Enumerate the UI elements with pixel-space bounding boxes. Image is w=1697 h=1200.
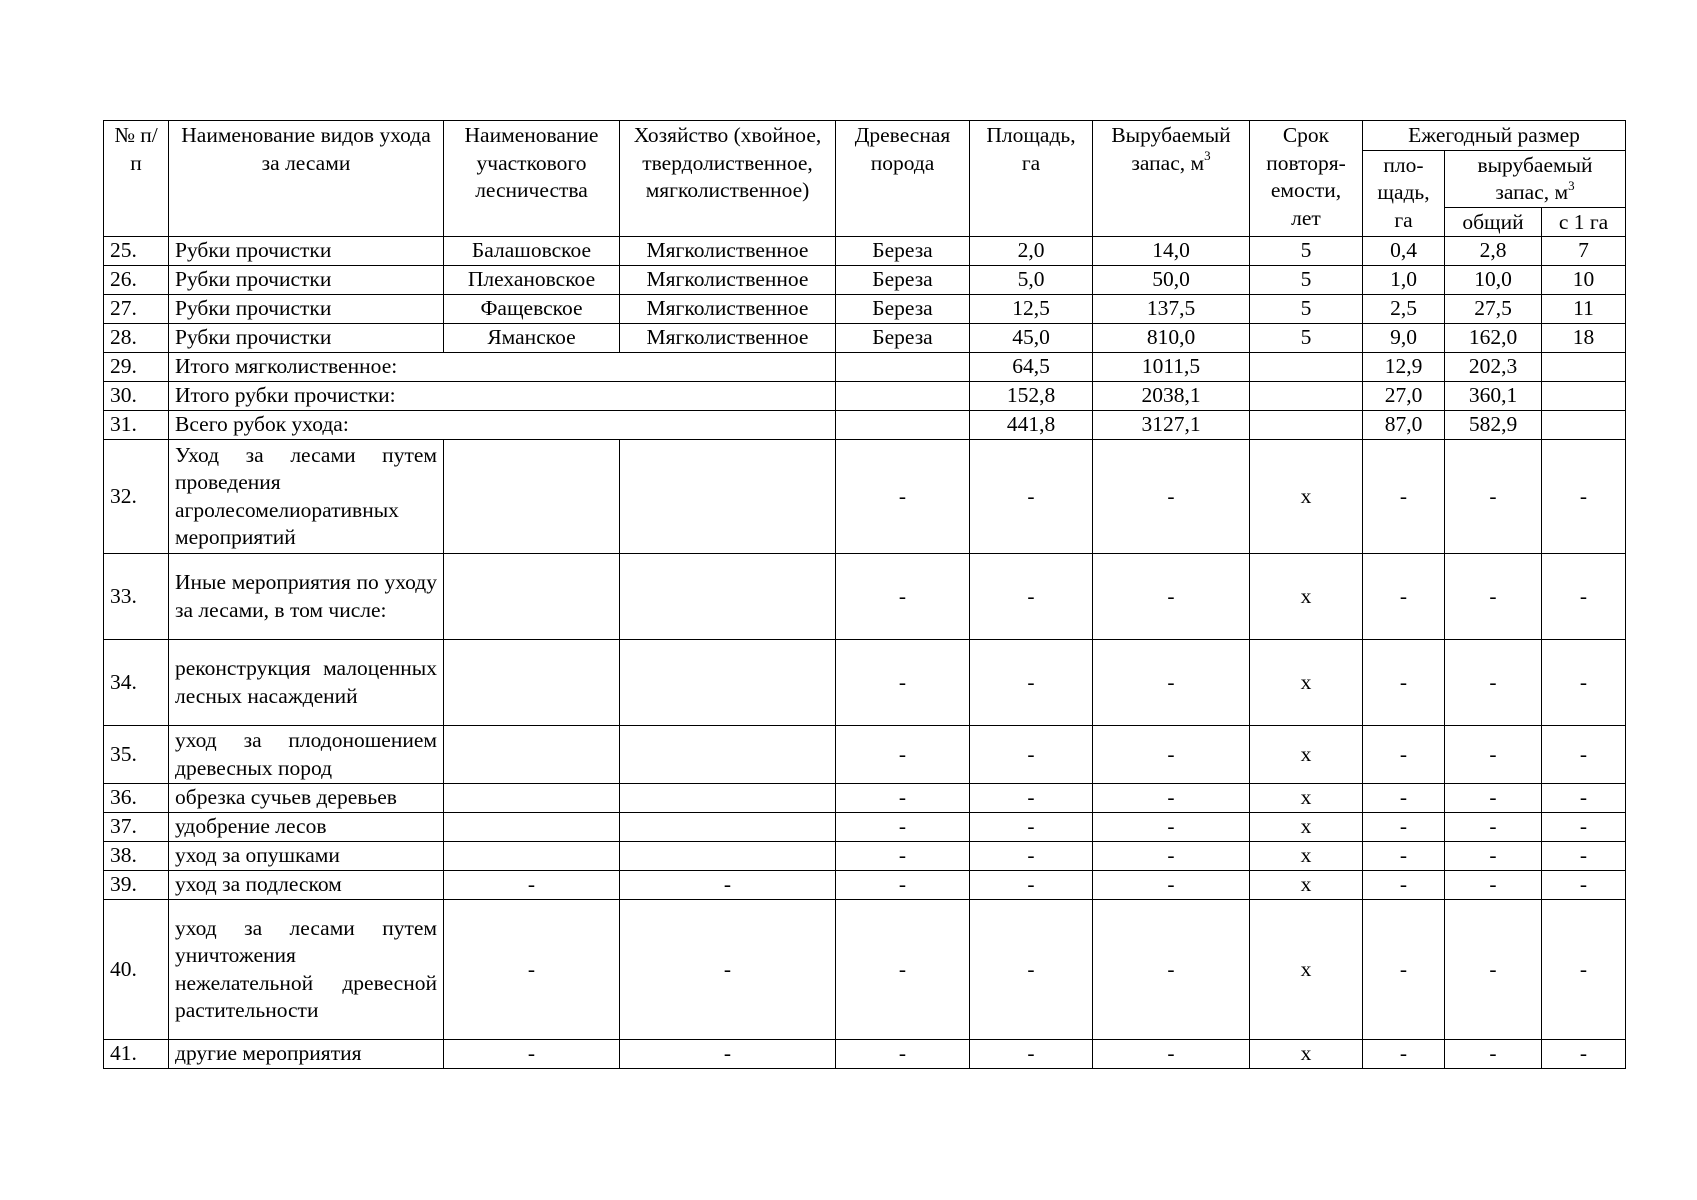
header-num: № п/п xyxy=(104,121,169,237)
cell-name: другие мероприятия xyxy=(169,1040,444,1069)
cell-annual-per-ha xyxy=(1542,382,1626,411)
cell-annual-area: - xyxy=(1363,842,1445,871)
cell-num: 28. xyxy=(104,324,169,353)
cell-annual-per-ha: - xyxy=(1542,1040,1626,1069)
cell-total-label: Всего рубок ухода: xyxy=(169,411,836,440)
header-annual-per-ha: с 1 га xyxy=(1542,207,1626,237)
table-row xyxy=(104,237,1626,266)
cell-annual-total: 27,5 xyxy=(1445,295,1542,324)
cell-economy xyxy=(620,440,836,554)
cell-area: - xyxy=(970,726,1093,784)
cell-annual-area: - xyxy=(1363,813,1445,842)
cell-area: - xyxy=(970,440,1093,554)
cell-period: х xyxy=(1250,640,1363,726)
cell-species: - xyxy=(836,900,970,1040)
header-annual: Ежегодный размер xyxy=(1363,121,1626,151)
cell-annual-per-ha: 18 xyxy=(1542,324,1626,353)
cell-species: Береза xyxy=(836,266,970,295)
cell-species: - xyxy=(836,640,970,726)
cell-total-label: Итого рубки прочистки: xyxy=(169,382,836,411)
cell-period: 5 xyxy=(1250,295,1363,324)
cell-num: 26. xyxy=(104,266,169,295)
cell-area: - xyxy=(970,900,1093,1040)
cell-name: реконструкция малоценных лесных насаждений xyxy=(169,640,444,726)
cell-num: 29. xyxy=(104,353,169,382)
cell-period: х xyxy=(1250,813,1363,842)
cell-economy xyxy=(620,640,836,726)
cell-area: 152,8 xyxy=(970,382,1093,411)
cell-forestry: Плехановское xyxy=(444,266,620,295)
header-annual-area: пло- щадь, га xyxy=(1363,150,1445,237)
cell-annual-total: 2,8 xyxy=(1445,237,1542,266)
cell-area: - xyxy=(970,842,1093,871)
cell-species: Береза xyxy=(836,237,970,266)
cell-economy xyxy=(620,784,836,813)
cell-period: х xyxy=(1250,726,1363,784)
cell-forestry xyxy=(444,554,620,640)
total-row xyxy=(104,411,1626,440)
cell-species: - xyxy=(836,726,970,784)
cell-volume: - xyxy=(1093,842,1250,871)
cell-num: 30. xyxy=(104,382,169,411)
cell-species: - xyxy=(836,784,970,813)
cell-forestry: Балашовское xyxy=(444,237,620,266)
header-annual-volume-text: вырубаемый запас, м xyxy=(1477,152,1593,204)
cell-period: х xyxy=(1250,1040,1363,1069)
cell-name: обрезка сучьев деревьев xyxy=(169,784,444,813)
cell-economy xyxy=(620,813,836,842)
table-body xyxy=(104,237,1626,1069)
cell-num: 39. xyxy=(104,871,169,900)
table-header xyxy=(104,121,1626,237)
cell-volume: 2038,1 xyxy=(1093,382,1250,411)
cell-area: 5,0 xyxy=(970,266,1093,295)
cell-species xyxy=(836,411,970,440)
cell-area: - xyxy=(970,554,1093,640)
cell-annual-per-ha: - xyxy=(1542,640,1626,726)
cell-annual-area: - xyxy=(1363,640,1445,726)
cell-area: - xyxy=(970,813,1093,842)
cell-annual-total: - xyxy=(1445,900,1542,1040)
cell-species: Береза xyxy=(836,295,970,324)
activity-row xyxy=(104,842,1626,871)
activity-row xyxy=(104,784,1626,813)
cell-annual-per-ha: 7 xyxy=(1542,237,1626,266)
cell-area: - xyxy=(970,1040,1093,1069)
cell-economy: Мягколиственное xyxy=(620,237,836,266)
cell-species: - xyxy=(836,842,970,871)
cell-economy xyxy=(620,554,836,640)
table-row xyxy=(104,295,1626,324)
activity-row xyxy=(104,726,1626,784)
header-species: Древесная порода xyxy=(836,121,970,237)
cell-economy: Мягколиственное xyxy=(620,324,836,353)
cell-species: - xyxy=(836,813,970,842)
header-annual-total: общий xyxy=(1445,207,1542,237)
cell-forestry: - xyxy=(444,871,620,900)
cell-annual-per-ha: - xyxy=(1542,813,1626,842)
cell-name: Рубки прочистки xyxy=(169,266,444,295)
activity-row xyxy=(104,1040,1626,1069)
cell-volume: - xyxy=(1093,784,1250,813)
cell-name: уход за опушками xyxy=(169,842,444,871)
cell-area: 12,5 xyxy=(970,295,1093,324)
activity-row xyxy=(104,813,1626,842)
cell-volume: - xyxy=(1093,440,1250,554)
cell-period: х xyxy=(1250,554,1363,640)
cell-annual-area: - xyxy=(1363,871,1445,900)
cell-period: 5 xyxy=(1250,237,1363,266)
cell-num: 40. xyxy=(104,900,169,1040)
cell-annual-total: - xyxy=(1445,842,1542,871)
cell-forestry xyxy=(444,813,620,842)
total-row xyxy=(104,353,1626,382)
cell-annual-area: 1,0 xyxy=(1363,266,1445,295)
cell-num: 31. xyxy=(104,411,169,440)
cell-name: Рубки прочистки xyxy=(169,295,444,324)
cell-area: - xyxy=(970,784,1093,813)
table-row xyxy=(104,324,1626,353)
cell-volume: - xyxy=(1093,813,1250,842)
cell-period xyxy=(1250,382,1363,411)
cell-annual-per-ha: - xyxy=(1542,440,1626,554)
cell-num: 32. xyxy=(104,440,169,554)
cell-num: 35. xyxy=(104,726,169,784)
cell-volume: 14,0 xyxy=(1093,237,1250,266)
cell-period: х xyxy=(1250,842,1363,871)
cell-area: - xyxy=(970,871,1093,900)
cell-num: 34. xyxy=(104,640,169,726)
cell-num: 27. xyxy=(104,295,169,324)
cell-forestry: - xyxy=(444,1040,620,1069)
cell-species: - xyxy=(836,554,970,640)
cell-annual-total: 10,0 xyxy=(1445,266,1542,295)
cell-annual-per-ha: 10 xyxy=(1542,266,1626,295)
cell-total-label: Итого мягколиственное: xyxy=(169,353,836,382)
cell-area: 441,8 xyxy=(970,411,1093,440)
cell-annual-per-ha: - xyxy=(1542,842,1626,871)
cell-forestry: Яманское xyxy=(444,324,620,353)
cell-period: 5 xyxy=(1250,266,1363,295)
cell-period: 5 xyxy=(1250,324,1363,353)
cell-annual-total: - xyxy=(1445,813,1542,842)
cell-period: х xyxy=(1250,900,1363,1040)
cell-forestry: - xyxy=(444,900,620,1040)
header-volume-sup: 3 xyxy=(1204,148,1211,164)
cell-volume: 50,0 xyxy=(1093,266,1250,295)
activity-row xyxy=(104,900,1626,1040)
cell-num: 36. xyxy=(104,784,169,813)
activity-row xyxy=(104,640,1626,726)
cell-name: Иные мероприятия по уходу за лесами, в том числе: xyxy=(169,554,444,640)
cell-period xyxy=(1250,411,1363,440)
cell-annual-area: 0,4 xyxy=(1363,237,1445,266)
cell-volume: - xyxy=(1093,1040,1250,1069)
cell-forestry xyxy=(444,440,620,554)
activity-row xyxy=(104,871,1626,900)
cell-name: Уход за лесами путем проведения агролесомелиоративных мероприятий xyxy=(169,440,444,554)
total-row xyxy=(104,382,1626,411)
cell-volume: - xyxy=(1093,726,1250,784)
cell-annual-total: - xyxy=(1445,1040,1542,1069)
header-forestry: Наименование участкового лесничества xyxy=(444,121,620,237)
cell-volume: - xyxy=(1093,640,1250,726)
cell-annual-area: 9,0 xyxy=(1363,324,1445,353)
cell-name: уход за плодоношением древесных пород xyxy=(169,726,444,784)
cell-name: Рубки прочистки xyxy=(169,237,444,266)
cell-annual-per-ha: - xyxy=(1542,554,1626,640)
cell-annual-area: - xyxy=(1363,1040,1445,1069)
cell-volume: - xyxy=(1093,900,1250,1040)
cell-annual-total: - xyxy=(1445,640,1542,726)
cell-annual-area: - xyxy=(1363,440,1445,554)
cell-period: х xyxy=(1250,784,1363,813)
table-row xyxy=(104,266,1626,295)
cell-annual-area: - xyxy=(1363,900,1445,1040)
cell-annual-area: - xyxy=(1363,726,1445,784)
cell-forestry: Фащевское xyxy=(444,295,620,324)
cell-forestry xyxy=(444,640,620,726)
cell-num: 41. xyxy=(104,1040,169,1069)
cell-species: Береза xyxy=(836,324,970,353)
cell-economy: - xyxy=(620,871,836,900)
cell-area: 64,5 xyxy=(970,353,1093,382)
cell-volume: - xyxy=(1093,554,1250,640)
cell-annual-total: - xyxy=(1445,440,1542,554)
cell-num: 38. xyxy=(104,842,169,871)
cell-annual-per-ha: - xyxy=(1542,726,1626,784)
cell-area: - xyxy=(970,640,1093,726)
cell-annual-area: - xyxy=(1363,784,1445,813)
cell-forestry xyxy=(444,726,620,784)
cell-area: 2,0 xyxy=(970,237,1093,266)
cell-num: 25. xyxy=(104,237,169,266)
header-economy: Хозяйство (хвойное, твердолиственное, мягколиственное) xyxy=(620,121,836,237)
cell-volume: 137,5 xyxy=(1093,295,1250,324)
cell-name: уход за лесами путем уничтожения нежелательной древесной растительности xyxy=(169,900,444,1040)
cell-species xyxy=(836,382,970,411)
cell-annual-total: 360,1 xyxy=(1445,382,1542,411)
activity-row xyxy=(104,554,1626,640)
cell-annual-per-ha xyxy=(1542,411,1626,440)
cell-economy: Мягколиственное xyxy=(620,266,836,295)
cell-annual-total: 202,3 xyxy=(1445,353,1542,382)
cell-annual-area: 12,9 xyxy=(1363,353,1445,382)
cell-name: Рубки прочистки xyxy=(169,324,444,353)
cell-annual-area: 27,0 xyxy=(1363,382,1445,411)
header-volume-text: Вырубаемый запас, м xyxy=(1111,123,1231,175)
cell-forestry xyxy=(444,842,620,871)
activity-row xyxy=(104,440,1626,554)
header-period: Срок повторя- емости, лет xyxy=(1250,121,1363,237)
cell-period: х xyxy=(1250,871,1363,900)
cell-annual-per-ha: 11 xyxy=(1542,295,1626,324)
cell-economy xyxy=(620,842,836,871)
cell-annual-total: - xyxy=(1445,871,1542,900)
cell-volume: 1011,5 xyxy=(1093,353,1250,382)
header-area: Площадь, га xyxy=(970,121,1093,237)
cell-economy: - xyxy=(620,900,836,1040)
cell-name: уход за подлеском xyxy=(169,871,444,900)
cell-volume: 810,0 xyxy=(1093,324,1250,353)
cell-annual-area: - xyxy=(1363,554,1445,640)
cell-forestry xyxy=(444,784,620,813)
cell-volume: 3127,1 xyxy=(1093,411,1250,440)
cell-period: х xyxy=(1250,440,1363,554)
cell-species: - xyxy=(836,871,970,900)
cell-annual-total: 582,9 xyxy=(1445,411,1542,440)
cell-annual-total: - xyxy=(1445,726,1542,784)
cell-num: 33. xyxy=(104,554,169,640)
forest-care-table xyxy=(103,120,1626,1069)
cell-economy xyxy=(620,726,836,784)
cell-name: удобрение лесов xyxy=(169,813,444,842)
cell-annual-total: - xyxy=(1445,554,1542,640)
cell-annual-total: - xyxy=(1445,784,1542,813)
cell-area: 45,0 xyxy=(970,324,1093,353)
cell-annual-area: 87,0 xyxy=(1363,411,1445,440)
header-annual-volume-sup: 3 xyxy=(1568,177,1575,193)
cell-volume: - xyxy=(1093,871,1250,900)
cell-annual-total: 162,0 xyxy=(1445,324,1542,353)
cell-annual-per-ha: - xyxy=(1542,871,1626,900)
cell-economy: Мягколиственное xyxy=(620,295,836,324)
cell-annual-per-ha: - xyxy=(1542,784,1626,813)
header-volume xyxy=(1093,121,1250,237)
cell-num: 37. xyxy=(104,813,169,842)
cell-annual-per-ha xyxy=(1542,353,1626,382)
cell-annual-per-ha: - xyxy=(1542,900,1626,1040)
cell-period xyxy=(1250,353,1363,382)
cell-economy: - xyxy=(620,1040,836,1069)
cell-species: - xyxy=(836,440,970,554)
header-care-type: Наименование видов ухода за лесами xyxy=(169,121,444,237)
cell-species xyxy=(836,353,970,382)
cell-species: - xyxy=(836,1040,970,1069)
cell-annual-area: 2,5 xyxy=(1363,295,1445,324)
header-annual-volume xyxy=(1445,150,1626,207)
